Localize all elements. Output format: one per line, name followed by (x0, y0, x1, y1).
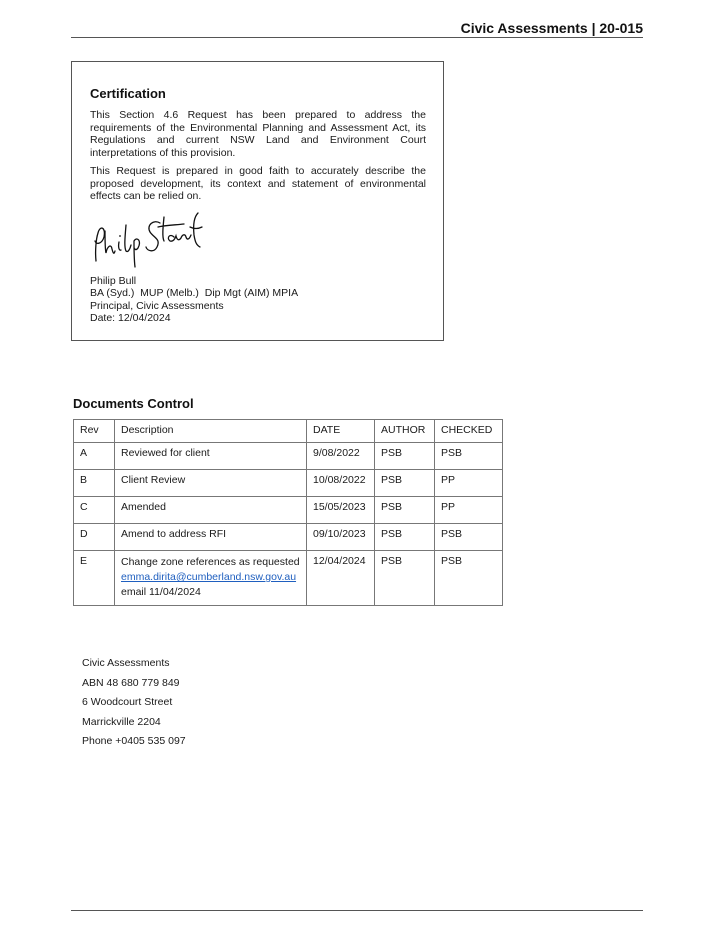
cell-author: PSB (375, 551, 435, 606)
column-header-date: DATE (307, 420, 375, 443)
table-row (74, 443, 503, 470)
cell-description: Reviewed for client (115, 443, 307, 470)
cell-checked: PP (435, 470, 503, 497)
table-row (74, 470, 503, 497)
column-header-description: Description (115, 420, 307, 443)
cell-rev: E (74, 551, 115, 606)
cell-date: 10/08/2022 (307, 470, 375, 497)
certification-box (71, 61, 444, 341)
table-header-row (74, 420, 503, 443)
footer-divider (71, 910, 643, 911)
documents-control-heading: Documents Control (73, 396, 194, 411)
documents-control-table (73, 419, 503, 606)
cell-description: Amended (115, 497, 307, 524)
cell-rev: A (74, 443, 115, 470)
address-abn: ABN 48 680 779 849 (82, 676, 180, 689)
cell-checked: PSB (435, 443, 503, 470)
cell-author: PSB (375, 443, 435, 470)
column-header-rev: Rev (74, 420, 115, 443)
address-company: Civic Assessments (82, 657, 170, 669)
cell-checked: PSB (435, 551, 503, 606)
cell-author: PSB (375, 470, 435, 497)
cell-date: 12/04/2024 (307, 551, 375, 606)
cell-checked: PP (435, 497, 503, 524)
certification-heading: Certification (90, 86, 166, 101)
address-street: 6 Woodcourt Street (82, 696, 173, 708)
cell-author: PSB (375, 497, 435, 524)
certification-paragraph-2: This Request is prepared in good faith to accurately describe the proposed development, its context and statement of environmental effects can be relied on. (90, 165, 426, 202)
cell-rev: B (74, 470, 115, 497)
cell-description (115, 551, 307, 606)
signatory-qualifications: BA (Syd.) MUP (Melb.) Dip Mgt (AIM) MPIA (90, 287, 299, 300)
cell-description: Client Review (115, 470, 307, 497)
page-header-title: Civic Assessments | 20-015 (460, 20, 643, 36)
column-header-author: AUTHOR (375, 420, 435, 443)
cell-description: Amend to address RFI (115, 524, 307, 551)
signatory-name: Philip Bull (90, 274, 137, 287)
header-divider (71, 37, 643, 38)
certification-paragraph-1: This Section 4.6 Request has been prepared to address the requirements of the Environmental Planning and Assessment Act, its Regulations and current NSW Land and Environment Court interpretations of this provision. (90, 109, 426, 159)
cell-date: 9/08/2022 (307, 443, 375, 470)
table-row (74, 524, 503, 551)
cell-date: 09/10/2023 (307, 524, 375, 551)
description-text: Change zone references as requested (121, 556, 300, 568)
cell-date: 15/05/2023 (307, 497, 375, 524)
address-phone: Phone +0405 535 097 (82, 735, 186, 747)
cell-checked: PSB (435, 524, 503, 551)
cell-rev: D (74, 524, 115, 551)
table-row (74, 551, 503, 606)
cell-rev: C (74, 497, 115, 524)
signatory-date: Date: 12/04/2024 (90, 312, 171, 325)
column-header-checked: CHECKED (435, 420, 503, 443)
signatory-block (90, 275, 426, 325)
signature-image (90, 211, 220, 271)
address-suburb: Marrickville 2204 (82, 715, 161, 728)
table-row (74, 497, 503, 524)
email-link[interactable]: emma.dirita@cumberland.nsw.gov.au (121, 571, 297, 583)
company-address (82, 657, 186, 755)
cell-author: PSB (375, 524, 435, 551)
signatory-role: Principal, Civic Assessments (90, 299, 224, 312)
description-suffix: email 11/04/2024 (121, 586, 201, 598)
